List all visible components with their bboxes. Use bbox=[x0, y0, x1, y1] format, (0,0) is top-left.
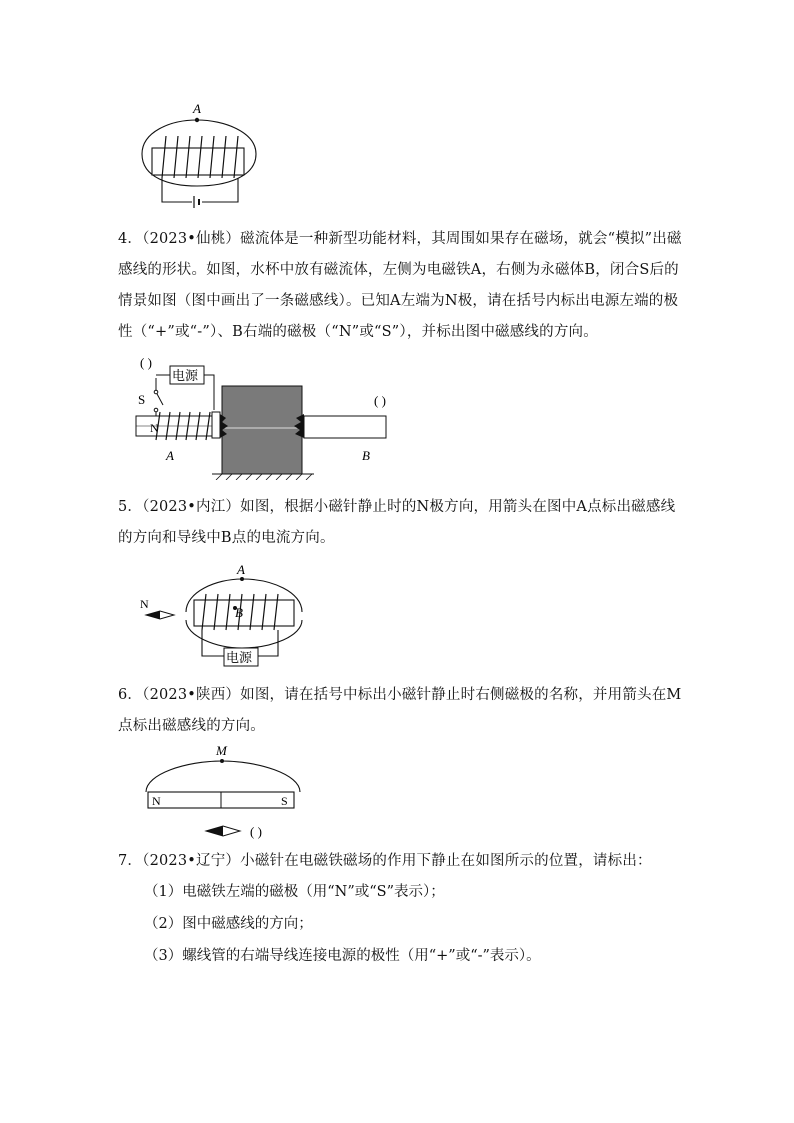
point-a-label: A bbox=[193, 101, 201, 116]
figure-bar-magnet bbox=[136, 742, 308, 842]
question-4-text: 4．（2023•仙桃）磁流体是一种新型功能材料，其周围如果存在磁场，就会“模拟”出磁感线的形状。如图，水杯中放有磁流体，左侧为电磁铁A，右侧为永磁体B，闭合S后的情景如图（图中画出了一条磁感线）。已知A左端为N极，请在括号内标出电源左端的极性（“+”或“-”）、B右端的磁极（“N”或“S”），并标出图中磁感线的方向。 bbox=[118, 231, 682, 340]
question-5-text: 5．（2023•内江）如图，根据小磁针静止时的N极方向，用箭头在图中A点标出磁感线的方向和导线中B点的电流方向。 bbox=[118, 499, 676, 546]
pole-s-label: S bbox=[281, 794, 288, 808]
power-pole-bracket: ( ) bbox=[140, 355, 152, 370]
point-a-label: A bbox=[237, 562, 245, 577]
electromagnet-a-label: A bbox=[166, 448, 174, 463]
magnet-b-pole-bracket: ( ) bbox=[374, 393, 386, 408]
question-7-item-3: （3）螺线管的右端导线连接电源的极性（用“+”或“-”表示）。 bbox=[144, 948, 541, 964]
needle-n-label: N bbox=[140, 597, 149, 611]
figure-solenoid-top bbox=[130, 96, 270, 216]
power-source-label: 电源 bbox=[172, 368, 199, 383]
question-6-text: 6．（2023•陕西）如图，请在括号中标出小磁针静止时右侧磁极的名称，并用箭头在M点标出磁感线的方向。 bbox=[118, 687, 682, 734]
figure-needle-solenoid bbox=[136, 560, 308, 670]
needle-pole-bracket: ( ) bbox=[250, 824, 262, 839]
question-7-item-1: （1）电磁铁左端的磁极（用“N”或“S”表示）； bbox=[144, 884, 445, 900]
magnet-b-label: B bbox=[362, 448, 370, 463]
pole-n-label: N bbox=[150, 421, 159, 435]
point-b-label: B bbox=[235, 605, 243, 620]
power-source-label: 电源 bbox=[226, 650, 253, 665]
pole-n-label: N bbox=[152, 794, 161, 808]
figure-magnetic-fluid bbox=[132, 352, 394, 480]
point-m-label: M bbox=[216, 743, 227, 758]
question-7-item-2: （2）图中磁感线的方向； bbox=[144, 916, 313, 932]
switch-label: S bbox=[138, 392, 146, 407]
question-7-text: 7．（2023•辽宁）小磁针在电磁铁磁场的作用下静止在如图所示的位置，请标出： bbox=[118, 853, 652, 869]
